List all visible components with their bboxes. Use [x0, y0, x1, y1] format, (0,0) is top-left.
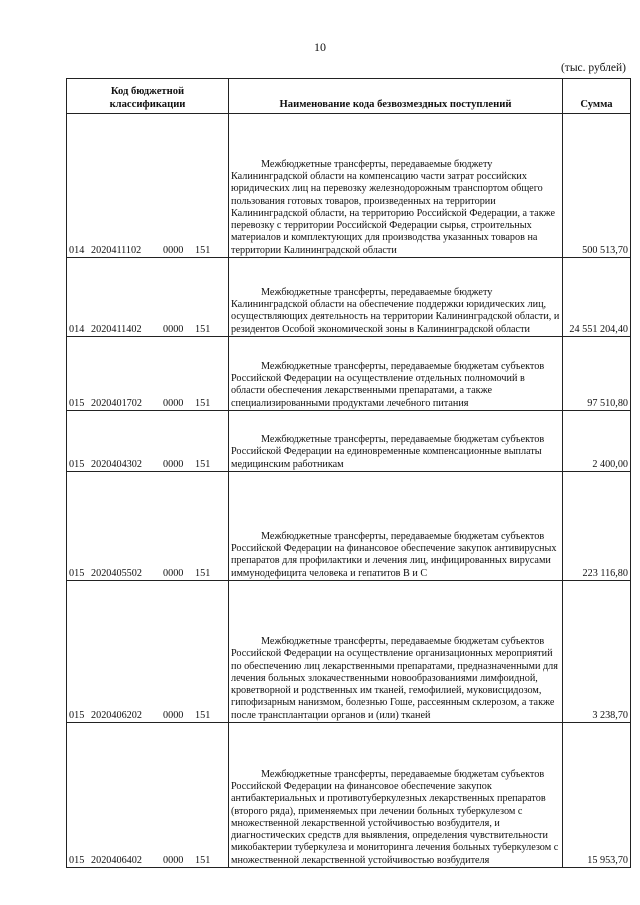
description-cell	[229, 411, 563, 472]
units-label: (тыс. рублей)	[560, 62, 626, 74]
description-cell	[229, 337, 563, 411]
header-code	[67, 79, 229, 114]
description-text: Межбюджетные трансферты, передаваемые бюджетам субъектов Российской Федерации на осуществление организационных мероприятий по обеспечению лиц лекарственными препаратами, предназначенными для лечения больных злокачественными новообразованиями лимфоидной, кроветворной и родственных им тканей, гемофилией, муковисцидозом, гипофизарным нанизмом, болезнью Гоше, рассеянным склерозом, а также после трансплантации органов и (или) тканей	[231, 635, 558, 721]
amount-cell: 223 116,80	[563, 472, 631, 581]
description-text: Межбюджетные трансферты, передаваемые бюджетам субъектов Российской Федерации на единовременные компенсационные выплаты медицинским работникам	[231, 434, 545, 470]
admin-code: 015	[69, 854, 85, 866]
kosgu-code: 151	[195, 709, 211, 721]
income-code: 2020406402	[91, 854, 142, 866]
amount-cell: 500 513,70	[563, 114, 631, 258]
kosgu-code: 151	[195, 244, 211, 256]
code-cell	[67, 723, 229, 868]
admin-code: 014	[69, 323, 85, 335]
header-name: Наименование кода безвозмездных поступлений	[229, 79, 563, 114]
table-row	[67, 581, 631, 723]
program-code: 0000	[163, 397, 184, 409]
amount-cell: 24 551 204,40	[563, 258, 631, 337]
table-row	[67, 472, 631, 581]
program-code: 0000	[163, 458, 184, 470]
header-code-line1: Код бюджетной	[110, 86, 185, 98]
header-sum: Сумма	[563, 79, 631, 114]
code-cell	[67, 472, 229, 581]
code-cell	[67, 411, 229, 472]
program-code: 0000	[163, 709, 184, 721]
kosgu-code: 151	[195, 397, 211, 409]
admin-code: 015	[69, 397, 85, 409]
admin-code: 014	[69, 244, 85, 256]
description-text: Межбюджетные трансферты, передаваемые бюджету Калининградской области на обеспечение поддержки юридических лиц, осуществляющих деятельность на территории Калининградской области, и резидентов Особой экономической зоны в Калининградской области	[231, 286, 560, 335]
income-code: 2020411102	[91, 244, 142, 256]
amount-cell: 3 238,70	[563, 581, 631, 723]
table-header-row	[67, 79, 631, 114]
income-code: 2020405502	[91, 567, 142, 579]
table-row	[67, 411, 631, 472]
income-code: 2020411402	[91, 323, 142, 335]
budget-table	[66, 78, 631, 868]
program-code: 0000	[163, 244, 184, 256]
description-cell	[229, 258, 563, 337]
admin-code: 015	[69, 567, 85, 579]
kosgu-code: 151	[195, 458, 211, 470]
page-number: 10	[314, 40, 326, 54]
amount-cell: 2 400,00	[563, 411, 631, 472]
description-text: Межбюджетные трансферты, передаваемые бюджетам субъектов Российской Федерации на финансовое обеспечение закупок антивирусных препаратов для профилактики и лечения лиц, инфицированных вирусами иммунодефицита человека и гепатитов В и С	[231, 530, 557, 579]
description-cell	[229, 472, 563, 581]
program-code: 0000	[163, 567, 184, 579]
table-row	[67, 258, 631, 337]
table-row	[67, 114, 631, 258]
description-text: Межбюджетные трансферты, передаваемые бюджетам субъектов Российской Федерации на финансовое обеспечение закупок антибактериальных и противотуберкулезных лекарственных препаратов (второго ряда), применяемых при лечении больных туберкулезом с множественной лекарственной устойчивостью возбудителя, и диагностических средств для выявления, определения чувствительности микобактерии туберкулеза и мониторинга лечения больных туберкулезом с множественной лекарственной устойчивостью возбудителя	[231, 768, 559, 866]
admin-code: 015	[69, 458, 85, 470]
description-text: Межбюджетные трансферты, передаваемые бюджету Калининградской области на компенсацию части затрат российских юридических лиц на перевозку железнодорожным транспортом общего пользования готовых товаров, произведенных на территории Калининградской области, на территорию Российской Федерации, а также перевозку с территории Российской Федерации сырья, строительных материалов и комплектующих для производства указанных товаров на территории Калининградской области	[231, 158, 556, 256]
header-code-line2: классификации	[109, 98, 186, 110]
code-cell	[67, 258, 229, 337]
kosgu-code: 151	[195, 323, 211, 335]
description-cell	[229, 114, 563, 258]
kosgu-code: 151	[195, 567, 211, 579]
program-code: 0000	[163, 323, 184, 335]
table-row	[67, 337, 631, 411]
income-code: 2020404302	[91, 458, 142, 470]
description-text: Межбюджетные трансферты, передаваемые бюджетам субъектов Российской Федерации на осуществление отдельных полномочий в области обеспечения лекарственными препаратами, а также специализированными продуктами лечебного питания	[231, 360, 545, 409]
amount-cell: 97 510,80	[563, 337, 631, 411]
amount-cell: 15 953,70	[563, 723, 631, 868]
description-cell	[229, 581, 563, 723]
income-code: 2020401702	[91, 397, 142, 409]
income-code: 2020406202	[91, 709, 142, 721]
kosgu-code: 151	[195, 854, 211, 866]
table-row	[67, 723, 631, 868]
admin-code: 015	[69, 709, 85, 721]
code-cell	[67, 114, 229, 258]
description-cell	[229, 723, 563, 868]
code-cell	[67, 581, 229, 723]
program-code: 0000	[163, 854, 184, 866]
code-cell	[67, 337, 229, 411]
